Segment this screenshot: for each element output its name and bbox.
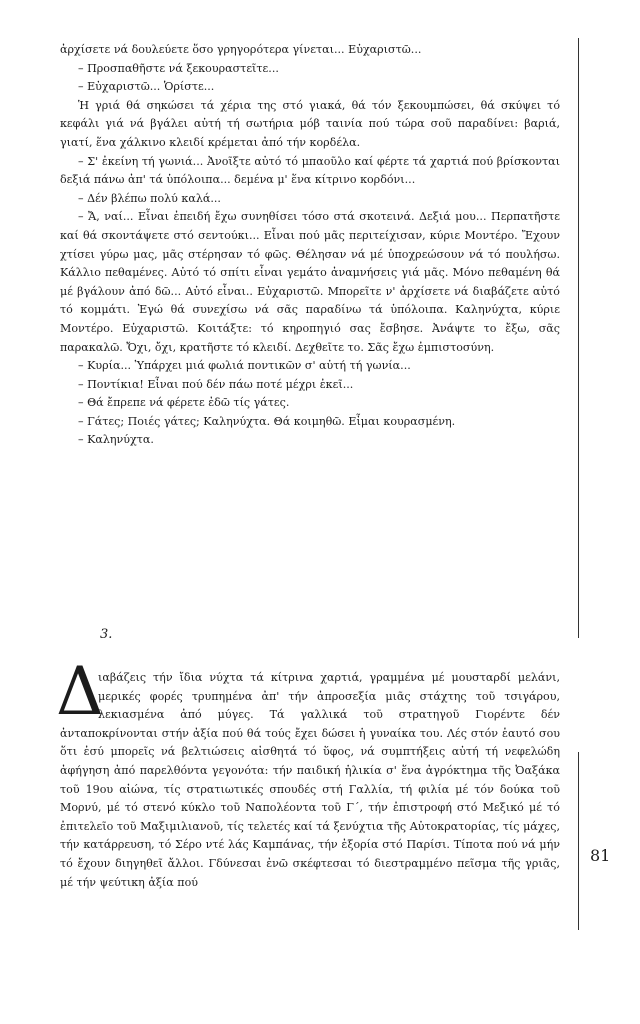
dialogue-paragraph: – Σ' ἐκείνη τή γωνιά... Ἀνοῖξτε αὐτό τό μπαοῦλο καί φέρτε τά χαρτιά πού βρίσκονται δεξιά πάνω ἀπ' τά ὑπόλοιπα... δεμένα μ' ἕνα κίτρινο κορδόνι... (60, 154, 560, 187)
dialogue-block (60, 41, 560, 450)
narrative-paragraph: Ἡ γριά θά σηκώσει τά χέρια της στό γιακά, θά τόν ξεκουμπώσει, θά σκύψει τό κεφάλι γιά νά βγάλει αὐτή τή σωτήρια μόβ ταινία πού τώρα σοῦ παραδίνει: βαριά, γιατί, ἕνα χάλκινο κλειδί κρέμεται ἀπό τήν κορδέλα. (60, 98, 560, 149)
text-line: ἀρχίσετε νά δουλεύετε ὅσο γρηγορότερα γίνεται... Εὐχαριστῶ... (60, 43, 422, 56)
dialogue-line: – Ποντίκια! Εἶναι πού δέν πάω ποτέ μέχρι ἐκεῖ... (78, 377, 354, 391)
dialogue-paragraph: – Ἄ, ναί... Εἶναι ἐπειδή ἔχω συνηθίσει τόσο στά σκοτεινά. Δεξιά μου... Περπατῆστε καί θά σκοντάψετε στό σεντούκι... Εἶναι πού μᾶς περιτείχισαν, κύριε Μοντέρο. Ἔχουν χτίσει γύρω μας, μᾶς στέρησαν τό φῶς. Θέλησαν νά μέ ὑποχρεώσουν νά τό πουλήσω. Κάλλιο πεθαμένες. Αὐτό τό σπίτι εἶναι γεμάτο ἀναμνήσεις γιά μᾶς. Μόνο πεθαμένη θά μέ βγάλουν ἀπό δῶ... Αὐτό εἶναι.. Εὐχαριστῶ. Μπορεῖτε ν' ἀρχίσετε νά διαβάζετε αὐτό τό κομμάτι. Ἐγώ θά συνεχίσω νά σᾶς παραδίνω τά ὑπόλοιπα. Καληνύχτα, κύριε Μοντέρο. Εὐχαριστῶ. Κοιτάξτε: τό κηροπηγιό σας ἔσβησε. Ἀνάψτε το ἔξω, σᾶς παρακαλῶ. Ὄχι, ὄχι, κρατῆστε τό κλειδί. Δεχθεῖτε το. Σᾶς ἔχω ἐμπιστοσύνη. (60, 210, 560, 354)
dialogue-line: – Δέν βλέπω πολύ καλά... (78, 191, 221, 205)
paragraph-text: ιαβάζεις τήν ἴδια νύχτα τά κίτρινα χαρτιά, γραμμένα μέ μουσταρδί μελάνι, μερικές φορές τρυπημένα ἀπ' τήν ἀπροσεξία μιᾶς στάχτης τοῦ τσιγάρου, λεκιασμένα ἀπό μύγες. Τά γαλλικά τοῦ στρατηγοῦ Γιορέντε δέν ἀνταποκρίνονται στήν ἀξία πού θά τούς ἔχει δώσει ἡ γυναίκα του. Λές στόν ἑαυτό σου ὅτι ἐσύ μπορεῖς νά βελτιώσεις αἰσθητά τό ὕφος, νά συμπτήξεις αὐτή τή νεφελώδη ἀφήγηση ἀπό παρελθόντα γεγονότα: τήν παιδική ἡλικία σ' ἕνα ἀγρόκτημα τῆς Ὀαξάκα τοῦ 19ου αἰώνα, τίς στρατιωτικές σπουδές στή Γαλλία, τή φιλία μέ τόν δούκα τοῦ Μορνύ, μέ τό στενό κύκλο τοῦ Ναπολέοντα τοῦ Γ΄, τήν ἐπιστροφή στό Μεξικό μέ τό ἐπιτελεῖο τοῦ Μαξιμιλιανοῦ, τίς τελετές καί τά ξενύχτια τῆς Αὐτοκρατορίας, τίς μάχες, τήν κατάρρευση, τό Σέρο ντέ λάς Καμπάνας, τήν ἐξορία στό Παρίσι. Τίποτα πού νά μήν τό ἔχουν διηγηθεῖ ἄλλοι. Γδύνεσαι ἐνῶ σκέφτεσαι τό διεστραμμένο πεῖσμα τῆς γριᾶς, μέ τήν ψεύτικη ἀξία πού (60, 671, 560, 889)
chapter-number: 3. (100, 627, 113, 642)
drop-cap: Δ (56, 653, 104, 730)
margin-rule (578, 752, 579, 930)
dialogue-line: – Γάτες; Ποιές γάτες; Καληνύχτα. Θά κοιμηθῶ. Εἶμαι κουρασμένη. (78, 414, 456, 428)
page-number: 81 (590, 846, 611, 865)
margin-rule (578, 38, 579, 638)
dialogue-line: – Θά ἔπρεπε νά φέρετε ἐδῶ τίς γάτες. (78, 396, 290, 410)
chapter-paragraph (56, 647, 560, 892)
dialogue-line: – Εὐχαριστῶ... Ὁρίστε... (78, 80, 215, 94)
dialogue-line: – Κυρία... Ὑπάρχει μιά φωλιά ποντικῶν σ' αὐτή τή γωνία... (78, 359, 411, 373)
dialogue-line: – Προσπαθῆστε νά ξεκουραστεῖτε... (78, 61, 279, 75)
paragraph-body (56, 647, 560, 892)
dialogue-line: – Καληνύχτα. (78, 433, 154, 447)
